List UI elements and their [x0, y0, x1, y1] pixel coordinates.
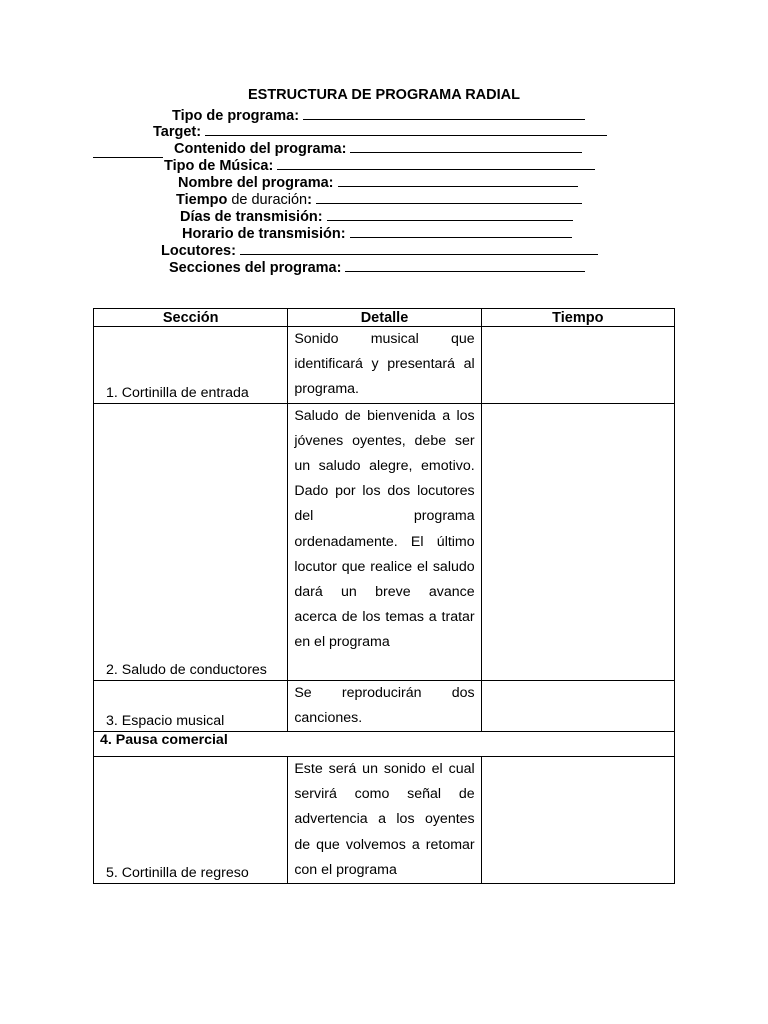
detail-cell: Saludo de bienvenida a los jóvenes oyentes, debe ser un saludo alegre, emotivo. Dado por los dos locutores del programa ordenadamente. El último locutor que realice el saludo dará un breve avance acerca de los temas a tratar en el programa	[288, 403, 481, 680]
fill-blank[interactable]	[277, 156, 595, 170]
field-label: Nombre del programa:	[178, 175, 334, 191]
time-cell[interactable]	[481, 327, 674, 404]
section-cell-full-width: 4. Pausa comercial	[94, 732, 675, 757]
table-row	[94, 732, 675, 757]
fill-blank[interactable]	[240, 241, 598, 255]
column-header-seccion: Sección	[94, 309, 288, 327]
section-cell: 2. Saludo de conductores	[94, 403, 288, 680]
field-label: Target:	[153, 124, 202, 140]
table-row	[94, 327, 675, 404]
fill-blank[interactable]	[303, 106, 585, 120]
time-cell[interactable]	[481, 757, 674, 884]
column-header-detalle: Detalle	[288, 309, 481, 327]
fill-blank[interactable]	[205, 122, 607, 136]
detail-cell: Este será un sonido el cual servirá como señal de advertencia a los oyentes de que volvemos a retomar con el programa	[288, 757, 481, 884]
time-cell[interactable]	[481, 680, 674, 731]
table-header-row	[94, 309, 675, 327]
table-row	[94, 757, 675, 884]
fill-blank[interactable]	[350, 224, 572, 238]
field-label: Tiempo de duración:	[176, 192, 312, 208]
field-label: Días de transmisión:	[180, 209, 323, 225]
field-label: Secciones del programa:	[169, 260, 342, 276]
detail-cell: Se reproducirán dos canciones.	[288, 680, 481, 731]
program-structure-table	[93, 308, 675, 884]
table-row	[94, 680, 675, 731]
fill-blank[interactable]	[316, 190, 582, 204]
field-secciones	[169, 258, 585, 277]
table-row	[94, 403, 675, 680]
field-label: Contenido del programa:	[174, 141, 347, 157]
column-header-tiempo: Tiempo	[481, 309, 674, 327]
section-cell: 1. Cortinilla de entrada	[94, 327, 288, 404]
field-label: Locutores:	[161, 243, 236, 259]
section-cell: 5. Cortinilla de regreso	[94, 757, 288, 884]
fill-blank[interactable]	[350, 139, 582, 153]
document-title: ESTRUCTURA DE PROGRAMA RADIAL	[247, 87, 520, 103]
fill-blank[interactable]	[345, 258, 585, 272]
fill-blank[interactable]	[327, 207, 573, 221]
detail-cell: Sonido musical que identificará y presentará al programa.	[288, 327, 481, 404]
time-cell[interactable]	[481, 403, 674, 680]
field-label: Tipo de programa:	[172, 108, 300, 124]
fill-blank[interactable]	[338, 173, 578, 187]
field-label: Horario de transmisión:	[182, 226, 346, 242]
section-cell: 3. Espacio musical	[94, 680, 288, 731]
field-label: Tipo de Música:	[164, 158, 274, 174]
leading-rule	[93, 157, 163, 158]
